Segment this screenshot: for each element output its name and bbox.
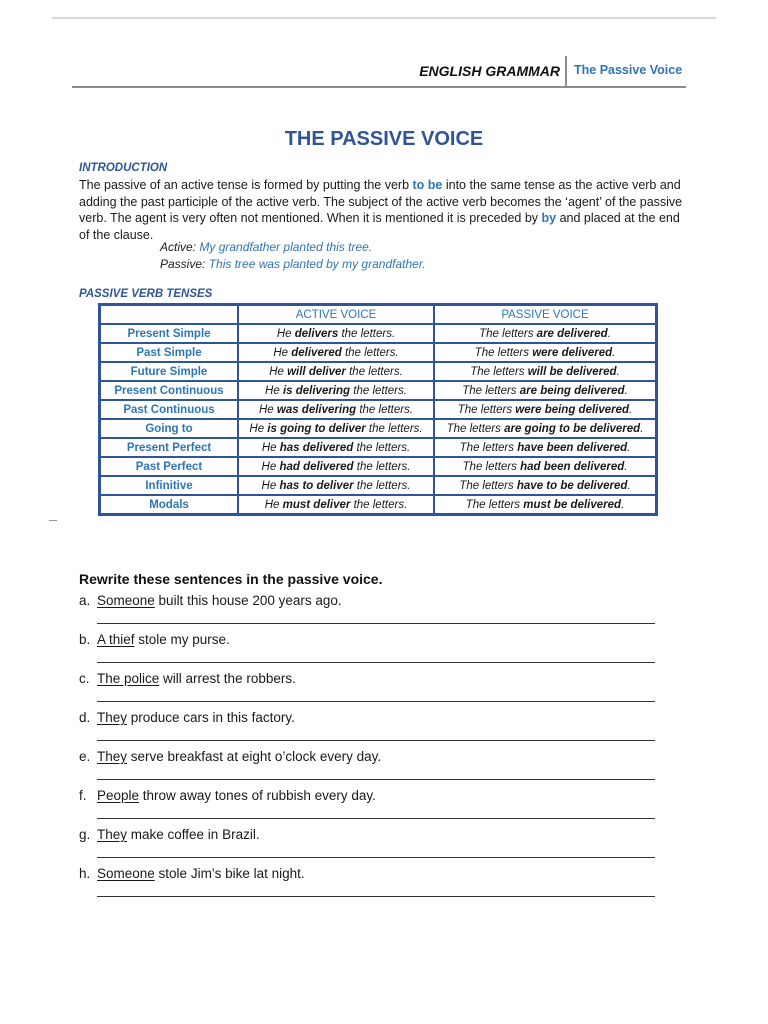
passive-voice-cell	[434, 324, 657, 343]
passive-verb: must be delivered	[523, 498, 622, 511]
passive-voice-cell	[434, 343, 657, 362]
active-voice-cell	[238, 495, 434, 515]
passive-post: .	[612, 346, 616, 359]
item-text: will arrest the robbers.	[159, 671, 296, 686]
active-pre: He	[249, 422, 268, 435]
page-title: THE PASSIVE VOICE	[284, 128, 484, 150]
item-text: serve breakfast at eight o’clock every day.	[127, 749, 382, 764]
item-letter: c.	[79, 671, 90, 686]
table-row	[100, 400, 657, 419]
active-pre: He	[261, 460, 280, 473]
tenses-table	[98, 303, 658, 516]
passive-pre: The letters	[462, 460, 521, 473]
active-post: the letters.	[356, 403, 414, 416]
passive-post: .	[621, 498, 625, 511]
active-verb: delivered	[291, 346, 342, 359]
passive-pre: The letters	[457, 403, 516, 416]
active-voice-cell	[238, 324, 434, 343]
active-post: the letters.	[350, 498, 408, 511]
active-pre: He	[276, 327, 295, 340]
exercise-item	[79, 749, 381, 764]
tense-name: Past Perfect	[100, 457, 239, 476]
passive-voice-cell	[434, 457, 657, 476]
intro-text-2: into the same tense as the active verb and adding the past participle of the active verb. The subject of the active verb becomes the ‘agent’ of the passive verb. The agent is very often not mentioned. When it is mentioned it is preceded by	[79, 178, 683, 225]
passive-label: Passive:	[160, 257, 206, 271]
header-subject: ENGLISH GRAMMAR	[419, 63, 560, 79]
tense-name: Past Simple	[100, 343, 239, 362]
header-tense-cell	[100, 305, 239, 325]
item-letter: d.	[79, 710, 91, 725]
passive-pre: The letters	[462, 384, 520, 397]
passive-verb: are delivered	[536, 327, 608, 340]
active-voice-cell	[238, 343, 434, 362]
table-row	[100, 419, 657, 438]
passive-verb: will be delivered	[527, 365, 617, 378]
passive-post: .	[607, 327, 611, 340]
tenses-heading: PASSIVE VERB TENSES	[79, 288, 213, 300]
active-verb: delivers	[294, 327, 339, 340]
active-verb: is delivering	[282, 384, 351, 397]
exercise-item	[79, 632, 230, 647]
exercise-item	[79, 866, 305, 881]
active-example	[160, 240, 372, 254]
intro-keyword-by: by	[541, 211, 557, 225]
passive-post: .	[629, 403, 633, 416]
active-pre: He	[264, 498, 283, 511]
passive-post: .	[624, 460, 628, 473]
active-voice-cell	[238, 476, 434, 495]
intro-keyword-to-be: to be	[412, 178, 443, 192]
table-row	[100, 343, 657, 362]
item-text: make coffee in Brazil.	[127, 827, 260, 842]
passive-post: .	[624, 384, 628, 397]
table-row	[100, 438, 657, 457]
intro-text-1: The passive of an active tense is formed by putting the verb	[79, 178, 413, 192]
tense-name: Past Continuous	[100, 400, 239, 419]
exercise-item	[79, 788, 376, 803]
passive-voice-cell	[434, 400, 657, 419]
passive-pre: The letters	[470, 365, 528, 378]
active-pre: He	[258, 403, 277, 416]
passive-voice-cell	[434, 362, 657, 381]
active-post: the letters.	[353, 479, 411, 492]
header-passive-voice: PASSIVE VOICE	[434, 305, 657, 325]
tense-name: Modals	[100, 495, 239, 515]
passive-post: .	[627, 479, 631, 492]
passive-pre: The letters	[474, 346, 533, 359]
tense-name: Present Simple	[100, 324, 239, 343]
passive-verb: are being delivered	[519, 384, 625, 397]
item-letter: e.	[79, 749, 91, 764]
tense-name: Going to	[100, 419, 239, 438]
passive-pre: The letters	[479, 327, 537, 340]
item-text: stole my purse.	[134, 632, 230, 647]
item-subject: People	[97, 788, 140, 803]
active-verb: has delivered	[279, 441, 354, 454]
active-verb: will deliver	[287, 365, 346, 378]
answer-line[interactable]	[97, 896, 655, 897]
passive-voice-cell	[434, 495, 657, 515]
active-verb: is going to deliver	[267, 422, 366, 435]
item-subject: They	[97, 749, 128, 764]
item-text: stole Jim’s bike lat night.	[154, 866, 305, 881]
table-row	[100, 495, 657, 515]
active-voice-cell	[238, 457, 434, 476]
active-post: the letters.	[353, 441, 411, 454]
item-letter: b.	[79, 632, 91, 647]
passive-voice-cell	[434, 381, 657, 400]
item-text: produce cars in this factory.	[127, 710, 295, 725]
margin-mark	[49, 520, 57, 521]
table-row	[100, 476, 657, 495]
answer-line[interactable]	[97, 623, 655, 624]
exercise-item	[79, 710, 295, 725]
passive-post: .	[640, 422, 644, 435]
item-letter: h.	[79, 866, 91, 881]
active-example-text: My grandfather planted this tree.	[199, 240, 373, 254]
passive-verb: were delivered	[532, 346, 613, 359]
header-active-voice: ACTIVE VOICE	[238, 305, 434, 325]
answer-line[interactable]	[97, 818, 655, 819]
intro-heading: INTRODUCTION	[79, 162, 168, 174]
item-letter: a.	[79, 593, 91, 608]
item-letter: g.	[79, 827, 91, 842]
active-pre: He	[269, 365, 288, 378]
active-voice-cell	[238, 381, 434, 400]
exercise-item	[79, 593, 342, 608]
item-subject: Someone	[97, 866, 155, 881]
table-row	[100, 362, 657, 381]
passive-example	[160, 257, 426, 271]
active-verb: must deliver	[282, 498, 351, 511]
active-verb: had delivered	[279, 460, 354, 473]
active-voice-cell	[238, 438, 434, 457]
active-pre: He	[261, 441, 280, 454]
active-voice-cell	[238, 400, 434, 419]
page-header	[72, 56, 686, 88]
active-voice-cell	[238, 419, 434, 438]
active-post: the letters.	[345, 365, 403, 378]
item-text: throw away tones of rubbish every day.	[139, 788, 376, 803]
active-pre: He	[261, 479, 280, 492]
active-post: the letters.	[350, 384, 407, 397]
item-subject: They	[97, 710, 128, 725]
passive-voice-cell	[434, 419, 657, 438]
passive-post: .	[627, 441, 631, 454]
passive-post: .	[616, 365, 620, 378]
tense-name: Present Continuous	[100, 381, 239, 400]
answer-line[interactable]	[97, 779, 655, 780]
passive-pre: The letters	[459, 441, 518, 454]
table-row	[100, 324, 657, 343]
exercise-item	[79, 827, 260, 842]
exercise-heading: Rewrite these sentences in the passive voice.	[79, 571, 383, 587]
exercise-item	[79, 671, 296, 686]
active-post: the letters.	[341, 346, 399, 359]
active-post: the letters.	[338, 327, 396, 340]
passive-verb: have to be delivered	[516, 479, 628, 492]
passive-example-text: This tree was planted by my grandfather.	[208, 257, 426, 271]
active-verb: has to deliver	[279, 479, 354, 492]
table-row	[100, 381, 657, 400]
active-post: the letters.	[353, 460, 411, 473]
active-label: Active:	[160, 240, 197, 254]
top-divider	[52, 17, 716, 19]
answer-line[interactable]	[97, 701, 655, 702]
answer-line[interactable]	[97, 740, 655, 741]
table-header-row	[100, 305, 657, 325]
active-post: the letters.	[365, 422, 423, 435]
item-subject: The police	[97, 671, 160, 686]
tense-name: Present Perfect	[100, 438, 239, 457]
active-pre: He	[265, 384, 283, 397]
passive-voice-cell	[434, 476, 657, 495]
passive-voice-cell	[434, 438, 657, 457]
intro-text-3: and placed at the end of the clause.	[79, 211, 680, 242]
passive-verb: were being delivered	[515, 403, 630, 416]
item-subject: Someone	[97, 593, 155, 608]
tense-name: Future Simple	[100, 362, 239, 381]
active-pre: He	[273, 346, 292, 359]
header-separator	[565, 56, 567, 86]
item-subject: They	[97, 827, 128, 842]
header-topic: The Passive Voice	[574, 63, 683, 77]
active-voice-cell	[238, 362, 434, 381]
passive-verb: have been delivered	[517, 441, 628, 454]
passive-pre: The letters	[459, 479, 517, 492]
item-text: built this house 200 years ago.	[154, 593, 342, 608]
answer-line[interactable]	[97, 662, 655, 663]
tense-name: Infinitive	[100, 476, 239, 495]
passive-pre: The letters	[465, 498, 524, 511]
passive-verb: are going to be delivered	[504, 422, 641, 435]
passive-pre: The letters	[446, 422, 505, 435]
active-verb: was delivering	[276, 403, 357, 416]
passive-verb: had been delivered	[520, 460, 625, 473]
table-row	[100, 457, 657, 476]
item-subject: A thief	[97, 632, 135, 647]
intro-paragraph	[79, 177, 685, 243]
item-letter: f.	[79, 788, 87, 803]
answer-line[interactable]	[97, 857, 655, 858]
